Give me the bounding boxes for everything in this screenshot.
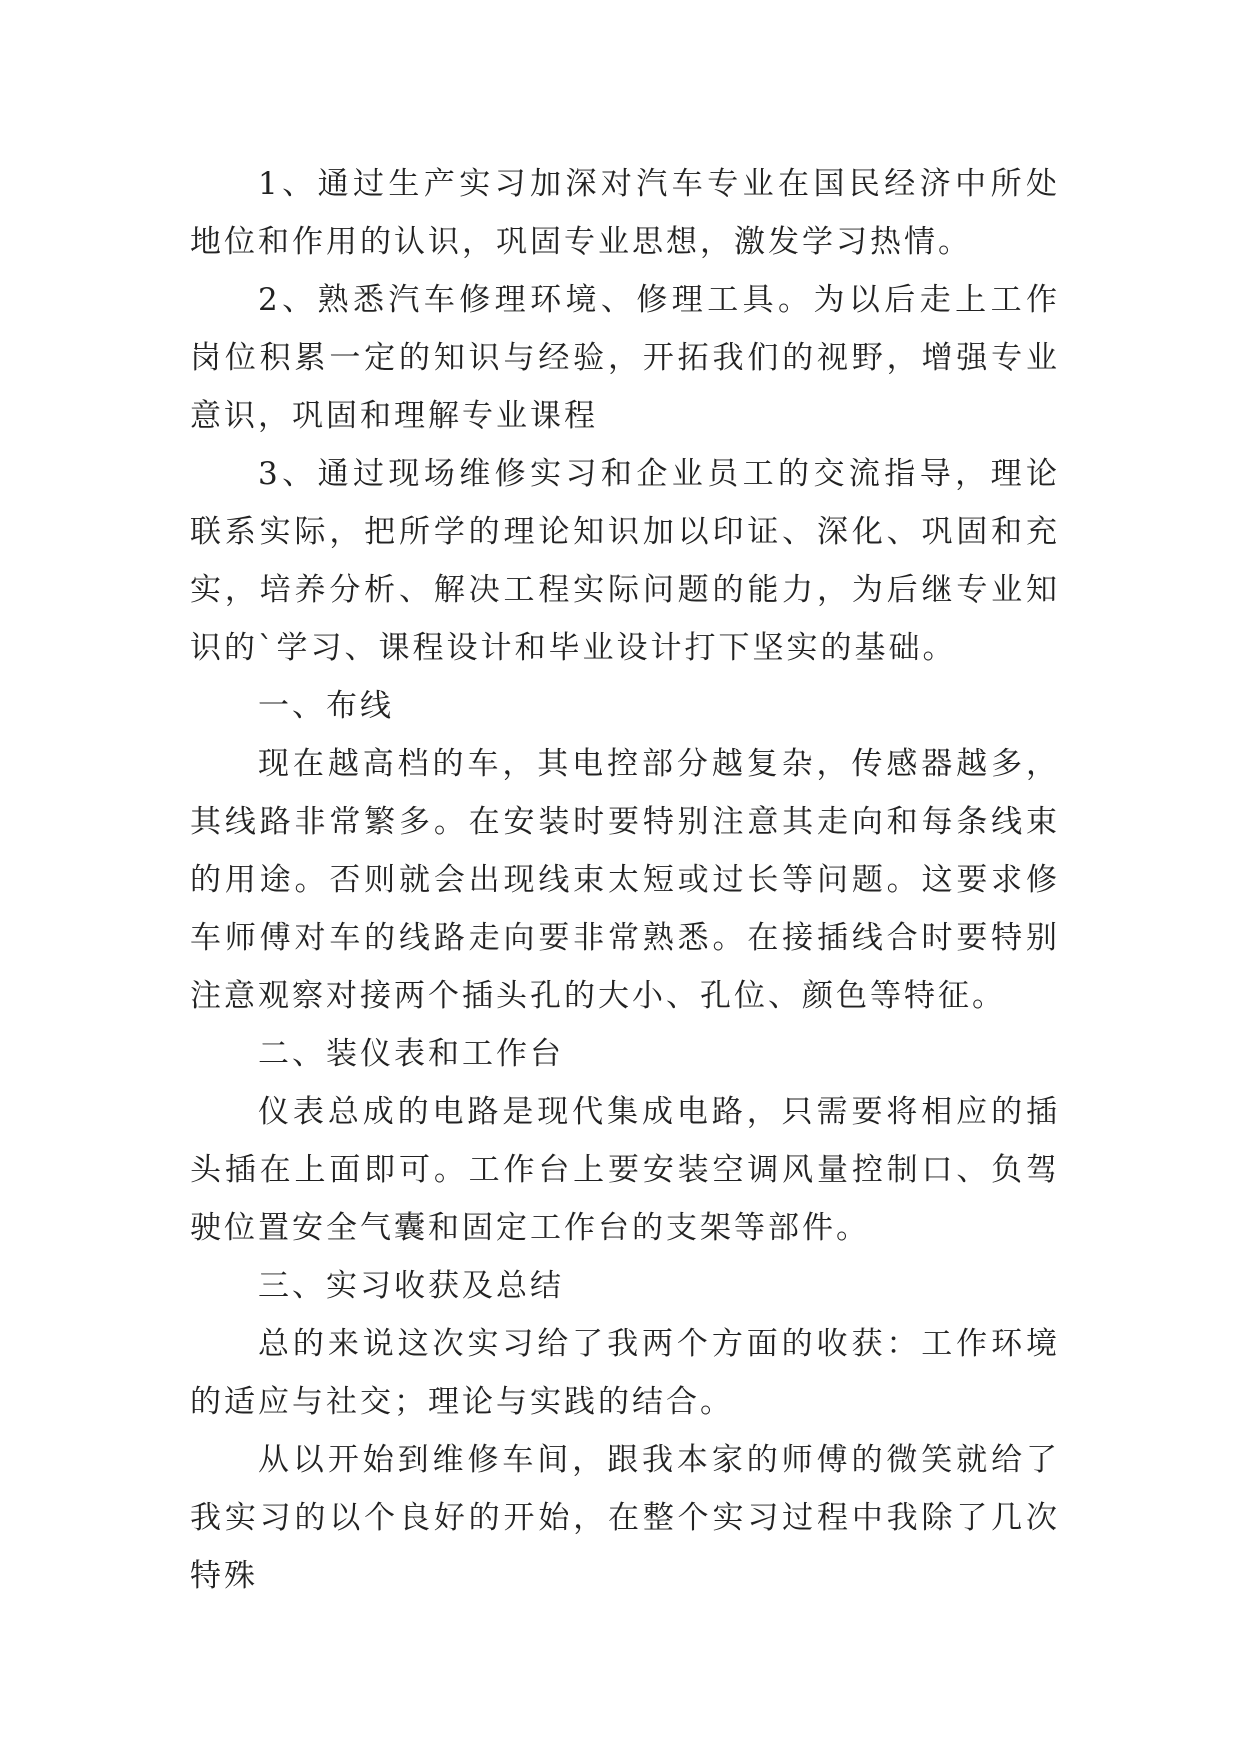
- document-body: [190, 155, 1060, 1605]
- paragraph-wiring: 现在越高档的车，其电控部分越复杂，传感器越多，其线路非常繁多。在安装时要特别注意其走向和每条线束的用途。否则就会出现线束太短或过长等问题。这要求修车师傅对车的线路走向要非常熟悉。在接插线合时要特别注意观察对接两个插头孔的大小、孔位、颜色等特征。: [190, 746, 1060, 1014]
- section-heading-dashboard: 二、装仪表和工作台: [258, 1036, 564, 1072]
- paragraph-summary-2: 从以开始到维修车间，跟我本家的师傅的微笑就给了我实习的以个良好的开始，在整个实习过程中我除了几次特殊: [190, 1442, 1060, 1594]
- paragraph-goal-3: 3、通过现场维修实习和企业员工的交流指导，理论联系实际，把所学的理论知识加以印证、深化、巩固和充实，培养分析、解决工程实际问题的能力，为后继专业知识的`学习、课程设计和毕业设计打下坚实的基础。: [190, 456, 1060, 666]
- paragraph-goal-2: 2、熟悉汽车修理环境、修理工具。为以后走上工作岗位积累一定的知识与经验，开拓我们的视野，增强专业意识，巩固和理解专业课程: [190, 282, 1060, 434]
- paragraph-dashboard: 仪表总成的电路是现代集成电路，只需要将相应的插头插在上面即可。工作台上要安装空调风量控制口、负驾驶位置安全气囊和固定工作台的支架等部件。: [190, 1094, 1060, 1246]
- section-heading-wiring: 一、布线: [258, 688, 394, 724]
- paragraph-summary-1: 总的来说这次实习给了我两个方面的收获：工作环境的适应与社交；理论与实践的结合。: [190, 1326, 1060, 1420]
- section-heading-summary: 三、实习收获及总结: [258, 1268, 564, 1304]
- paragraph-goal-1: 1、通过生产实习加深对汽车专业在国民经济中所处地位和作用的认识，巩固专业思想，激发学习热情。: [190, 166, 1060, 260]
